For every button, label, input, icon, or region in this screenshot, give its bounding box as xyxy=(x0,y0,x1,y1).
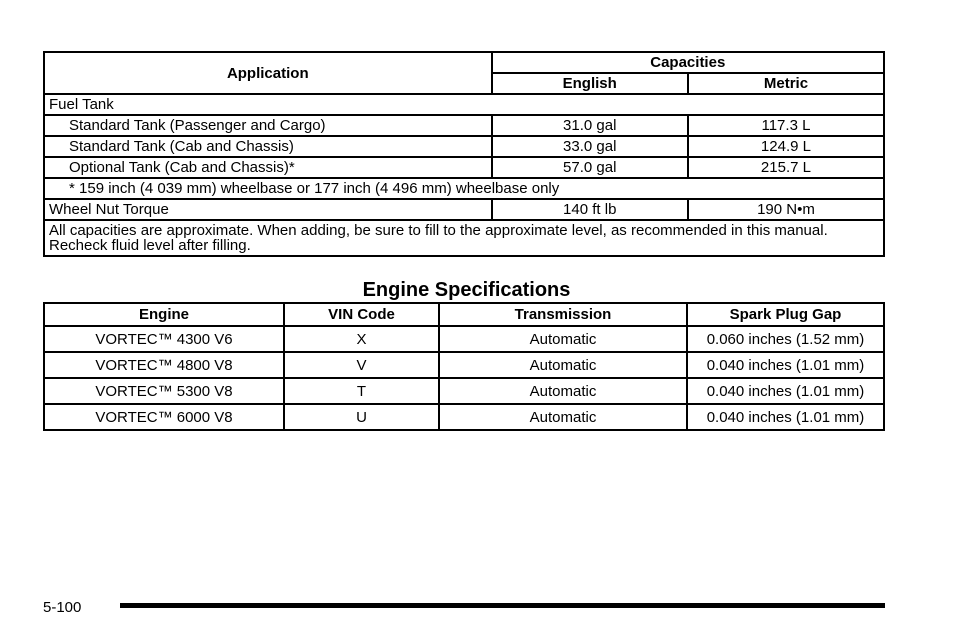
application-cell: Optional Tank (Cab and Chassis)* xyxy=(44,157,492,178)
capacities-header: Capacities xyxy=(492,52,884,73)
spark-plug-gap-cell: 0.040 inches (1.01 mm) xyxy=(687,352,884,378)
metric-cell: 124.9 L xyxy=(688,136,884,157)
fuel-tank-label: Fuel Tank xyxy=(44,94,884,115)
vin-code-cell: V xyxy=(284,352,439,378)
transmission-cell: Automatic xyxy=(439,378,687,404)
table-row xyxy=(44,378,884,404)
fuel-tank-row xyxy=(44,94,884,115)
capacities-header-row xyxy=(44,52,884,73)
english-cell: 33.0 gal xyxy=(492,136,688,157)
spark-plug-gap-cell: 0.040 inches (1.01 mm) xyxy=(687,404,884,430)
vin-code-cell: X xyxy=(284,326,439,352)
table-row xyxy=(44,404,884,430)
table-row xyxy=(44,157,884,178)
page-number: 5-100 xyxy=(43,599,82,616)
engine-header-row xyxy=(44,303,884,326)
metric-cell: 190 N•m xyxy=(688,199,884,220)
english-cell: 140 ft lb xyxy=(492,199,688,220)
spark-plug-gap-cell: 0.040 inches (1.01 mm) xyxy=(687,378,884,404)
table-row xyxy=(44,136,884,157)
engine-cell: VORTEC™ 6000 V8 xyxy=(44,404,284,430)
vin-code-cell: U xyxy=(284,404,439,430)
footer-rule xyxy=(120,603,885,608)
capacities-table xyxy=(43,51,885,257)
capacities-note: All capacities are approximate. When adding, be sure to fill to the approximate level, as recommended in this manual. Recheck fluid level after filling. xyxy=(44,220,884,256)
note-row xyxy=(44,220,884,256)
spark-plug-gap-header: Spark Plug Gap xyxy=(687,303,884,326)
transmission-cell: Automatic xyxy=(439,404,687,430)
engine-cell: VORTEC™ 5300 V8 xyxy=(44,378,284,404)
vin-code-cell: T xyxy=(284,378,439,404)
metric-cell: 117.3 L xyxy=(688,115,884,136)
transmission-cell: Automatic xyxy=(439,326,687,352)
application-header: Application xyxy=(44,52,492,94)
application-cell: Standard Tank (Cab and Chassis) xyxy=(44,136,492,157)
metric-header: Metric xyxy=(688,73,884,94)
spark-plug-gap-cell: 0.060 inches (1.52 mm) xyxy=(687,326,884,352)
engine-specifications-table xyxy=(43,302,885,431)
metric-cell: 215.7 L xyxy=(688,157,884,178)
english-header: English xyxy=(492,73,688,94)
transmission-header: Transmission xyxy=(439,303,687,326)
engine-specifications-title: Engine Specifications xyxy=(362,279,571,301)
english-cell: 31.0 gal xyxy=(492,115,688,136)
application-cell: Standard Tank (Passenger and Cargo) xyxy=(44,115,492,136)
application-cell: Wheel Nut Torque xyxy=(44,199,492,220)
engine-cell: VORTEC™ 4800 V8 xyxy=(44,352,284,378)
english-cell: 57.0 gal xyxy=(492,157,688,178)
wheelbase-footnote: * 159 inch (4 039 mm) wheelbase or 177 inch (4 496 mm) wheelbase only xyxy=(44,178,884,199)
table-row xyxy=(44,326,884,352)
table-row xyxy=(44,115,884,136)
engine-cell: VORTEC™ 4300 V6 xyxy=(44,326,284,352)
wheel-nut-row xyxy=(44,199,884,220)
engine-header: Engine xyxy=(44,303,284,326)
footnote-row xyxy=(44,178,884,199)
table-row xyxy=(44,352,884,378)
transmission-cell: Automatic xyxy=(439,352,687,378)
vin-code-header: VIN Code xyxy=(284,303,439,326)
